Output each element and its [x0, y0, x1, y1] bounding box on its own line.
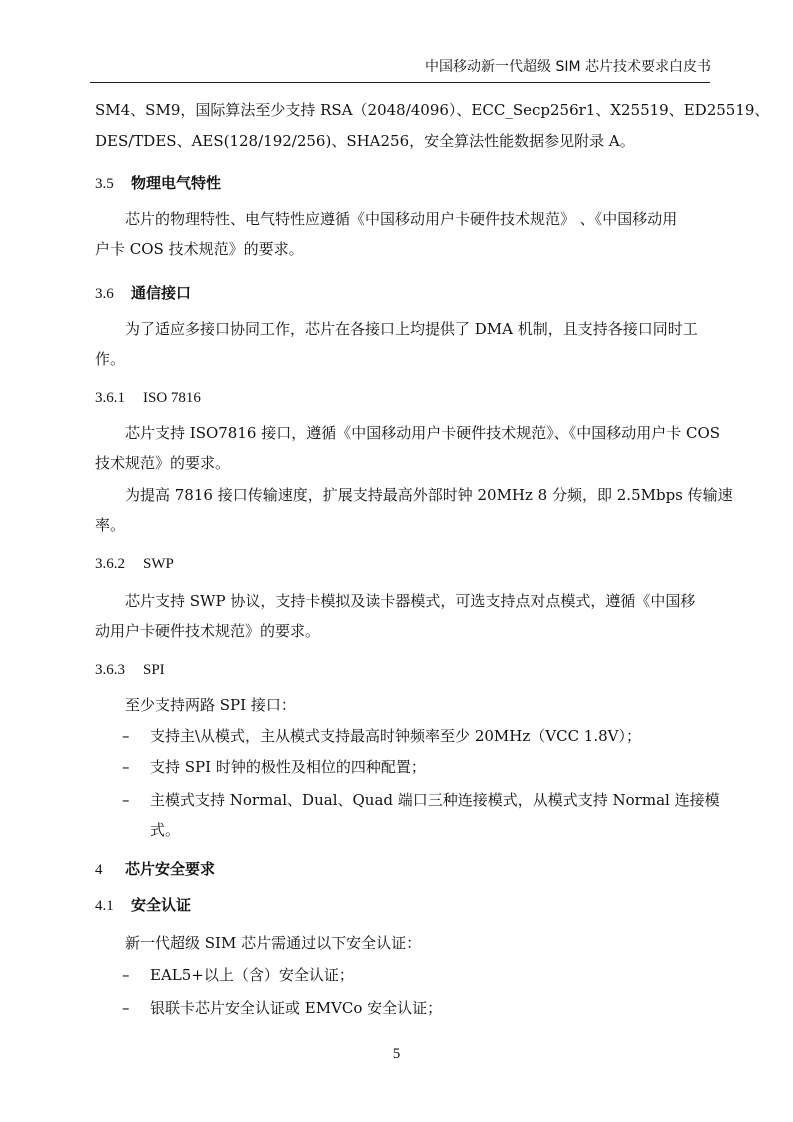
- list-item-text: EAL5+以上（含）安全认证；: [150, 966, 354, 984]
- paragraph-line: 户卡 COS 技术规范》的要求。: [95, 240, 304, 258]
- paragraph-line: DES/TDES、AES(128/192/256)、SHA256，安全算法性能数据参见附录 A。: [95, 132, 635, 150]
- section-number: 3.6: [95, 286, 114, 302]
- paragraph-line: 芯片支持 ISO7816 接口，遵循《中国移动用户卡硬件技术规范》、《中国移动用户卡 COS: [125, 424, 721, 442]
- section-title: 安全认证: [131, 896, 192, 914]
- section-number: 3.6.2: [95, 556, 125, 572]
- paragraph-line: 新一代超级 SIM 芯片需通过以下安全认证：: [125, 934, 422, 952]
- page-number: 5: [392, 1046, 401, 1062]
- list-item-continuation: 式。: [150, 821, 181, 839]
- paragraph-line: 至少支持两路 SPI 接口：: [125, 696, 296, 714]
- section-title: SWP: [143, 556, 174, 572]
- list-item: [122, 997, 442, 1019]
- section-heading-3-5: [95, 172, 221, 195]
- list-item-text: 银联卡芯片安全认证或 EMVCo 安全认证；: [150, 999, 443, 1017]
- section-heading-3-6: [95, 282, 191, 305]
- section-title: SPI: [143, 662, 165, 678]
- section-number: 3.6.3: [95, 662, 125, 678]
- section-number: 4: [95, 862, 103, 878]
- section-number: 4.1: [95, 898, 114, 914]
- section-heading-4: [95, 858, 215, 881]
- list-item-text: 支持主\从模式，主从模式支持最高时钟频率至少 20MHz（VCC 1.8V）；: [150, 727, 641, 745]
- section-heading-3-6-3: [95, 658, 165, 681]
- section-title: 芯片安全要求: [125, 860, 216, 878]
- dash-bullet: –: [122, 727, 130, 745]
- section-heading-3-6-1: [95, 386, 201, 409]
- section-title: 物理电气特性: [131, 174, 222, 192]
- running-header: 中国移动新一代超级 SIM 芯片技术要求白皮书: [425, 59, 711, 75]
- paragraph-line: 为提高 7816 接口传输速度，扩展支持最高外部时钟 20MHz 8 分频，即 2.5Mbps 传输速: [125, 486, 733, 504]
- paragraph-line: 作。: [95, 350, 126, 368]
- paragraph-line: SM4、SM9，国际算法至少支持 RSA（2048/4096）、ECC_Secp256r1、X25519、ED25519、: [95, 101, 770, 119]
- dash-bullet: –: [122, 999, 130, 1017]
- paragraph-line: 为了适应多接口协同工作，芯片在各接口上均提供了 DMA 机制，且支持各接口同时工: [125, 320, 698, 338]
- list-item-text: 主模式支持 Normal、Dual、Quad 端口三种连接模式，从模式支持 Normal 连接模: [150, 791, 720, 809]
- section-number: 3.6.1: [95, 390, 125, 406]
- dash-bullet: –: [122, 791, 130, 809]
- list-item-text: 支持 SPI 时钟的极性及相位的四种配置；: [150, 758, 426, 776]
- list-item: [122, 964, 354, 986]
- section-heading-4-1: [95, 894, 191, 917]
- paragraph-line: 芯片的物理特性、电气特性应遵循《中国移动用户卡硬件技术规范》 、《中国移动用: [125, 210, 678, 228]
- paragraph-line: 率。: [95, 516, 126, 534]
- paragraph-line: 芯片支持 SWP 协议，支持卡模拟及读卡器模式，可选支持点对点模式，遵循《中国移: [125, 592, 696, 610]
- list-item: [122, 756, 426, 778]
- dash-bullet: –: [122, 966, 130, 984]
- header-rule: [90, 82, 710, 83]
- section-number: 3.5: [95, 176, 114, 192]
- list-item: [122, 725, 641, 747]
- paragraph-line: 动用户卡硬件技术规范》的要求。: [95, 622, 321, 640]
- dash-bullet: –: [122, 758, 130, 776]
- section-heading-3-6-2: [95, 552, 174, 575]
- list-item: [122, 789, 720, 811]
- paragraph-line: 技术规范》的要求。: [95, 454, 231, 472]
- section-title: 通信接口: [131, 284, 192, 302]
- section-title: ISO 7816: [143, 390, 201, 406]
